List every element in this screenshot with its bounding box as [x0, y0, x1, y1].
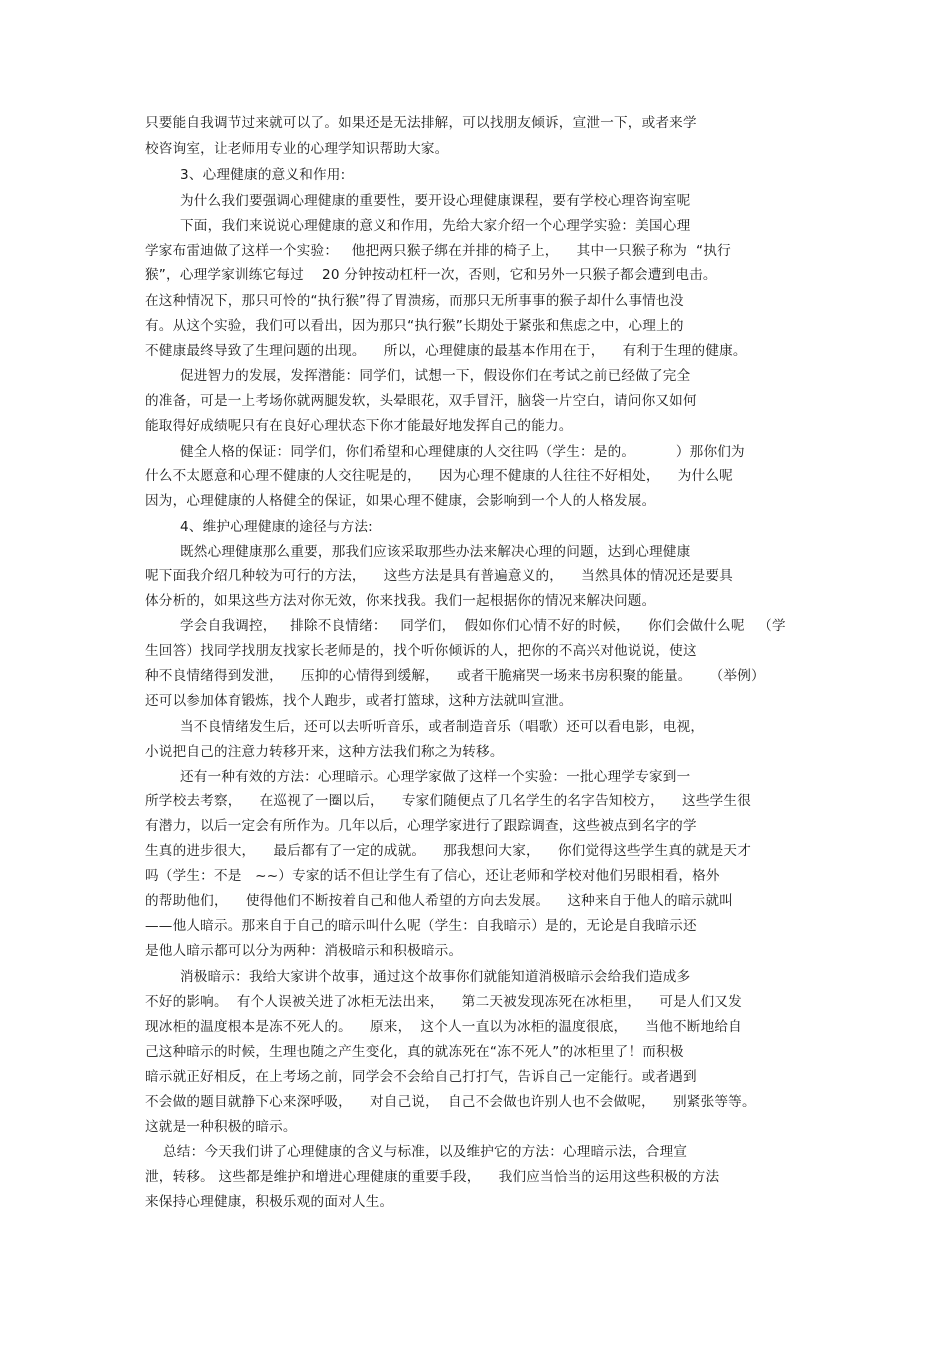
text-line: 还有一种有效的方法：心理暗示。心理学家做了这样一个实验：一批心理学专家到一 [180, 769, 691, 785]
text-line: 学会自我调控， 排除不良情绪： 同学们， 假如你们心情不好的时候， 你们会做什么呢 （学 [180, 618, 786, 634]
text-line: 小说把自己的注意力转移开来，这种方法我们称之为转移。 [145, 744, 504, 760]
text-line: 呢下面我介绍几种较为可行的方法， 这些方法是具有普遍意义的， 当然具体的情况还是要具 [145, 568, 733, 584]
text-line: 己这种暗示的时候，生理也随之产生变化，真的就冻死在“冻不死人”的冰柜里了！而积极 [145, 1044, 684, 1060]
text-line: 因为，心理健康的人格健全的保证，如果心理不健康，会影响到一个人的人格发展。 [145, 493, 656, 509]
text-line: 下面，我们来说说心理健康的意义和作用，先给大家介绍一个心理学实验：美国心理 [180, 218, 691, 234]
section-heading: 3、心理健康的意义和作用: [180, 167, 346, 183]
text-line: 的帮助他们， 使得他们不断按着自己和他人希望的方向去发展。 这种来自于他人的暗示就叫 [145, 893, 733, 909]
text-line: 什么不太愿意和心理不健康的人交往呢是的， 因为心理不健康的人往往不好相处， 为什么呢 [145, 468, 733, 484]
text-line: 促进智力的发展，发挥潜能：同学们，试想一下，假设你们在考试之前已经做了完全 [180, 368, 691, 384]
text-line: 吗（学生：不是 ~~）专家的话不但让学生有了信心，还让老师和学校对他们另眼相看，格外 [145, 868, 720, 884]
text-line: 有。从这个实验，我们可以看出，因为那只“执行猴”长期处于紧张和焦虑之中，心理上的 [145, 318, 684, 334]
section-heading: 4、维护心理健康的途径与方法: [180, 519, 373, 535]
text-line: 还可以参加体育锻炼，找个人跑步，或者打篮球，这种方法就叫宣泄。 [145, 693, 573, 709]
text-line: ——他人暗示。那来自于自己的暗示叫什么呢（学生：自我暗示）是的，无论是自我暗示还 [145, 918, 697, 934]
text-line: 生真的进步很大， 最后都有了一定的成就。 那我想问大家， 你们觉得这些学生真的就是天才 [145, 843, 751, 859]
text-line: 体分析的，如果这些方法对你无效，你来找我。我们一起根据你的情况来解决问题。 [145, 593, 656, 609]
text-line: 生回答）找同学找朋友找家长老师是的，找个听你倾诉的人，把你的不高兴对他说说，使这 [145, 643, 697, 659]
text-line: 不会做的题目就静下心来深呼吸， 对自己说， 自己不会做也许别人也不会做呢， 别紧张等等。 [145, 1094, 756, 1110]
text-line: 只要能自我调节过来就可以了。如果还是无法排解，可以找朋友倾诉，宣泄一下，或者来学 [145, 115, 697, 131]
text-line: 校咨询室，让老师用专业的心理学知识帮助大家。 [145, 141, 449, 157]
text-line: 这就是一种积极的暗示。 [145, 1119, 297, 1135]
text-line: 有潜力，以后一定会有所作为。几年以后，心理学家进行了跟踪调查，这些被点到名字的学 [145, 818, 697, 834]
text-line: 现冰柜的温度根本是冻不死人的。 原来， 这个人一直以为冰柜的温度很底， 当他不断地给自 [145, 1019, 742, 1035]
text-line: 所学校去考察， 在巡视了一圈以后， 专家们随便点了几名学生的名字告知校方， 这些学生很 [145, 793, 751, 809]
text-line: 能取得好成绩呢只有在良好心理状态下你才能最好地发挥自己的能力。 [145, 418, 573, 434]
text-line: 种不良情绪得到发泄， 压抑的心情得到缓解， 或者干脆痛哭一场来书房积聚的能量。 （举例） [145, 668, 765, 684]
text-line: 是他人暗示都可以分为两种：消极暗示和积极暗示。 [145, 943, 463, 959]
text-line: 学家布雷迪做了这样一个实验： 他把两只猴子绑在并排的椅子上， 其中一只猴子称为 “执行 [145, 243, 731, 259]
text-line: 的准备，可是一上考场你就两腿发软，头晕眼花，双手冒汗，脑袋一片空白，请问你又如何 [145, 393, 697, 409]
text-line: 不健康最终导致了生理问题的出现。 所以，心理健康的最基本作用在于， 有利于生理的健康。 [145, 343, 747, 359]
text-line: 既然心理健康那么重要，那我们应该采取那些办法来解决心理的问题，达到心理健康 [180, 544, 691, 560]
text-line: 猴”，心理学家训练它每过 20 分钟按动杠杆一次，否则，它和另外一只猴子都会遭到电击。 [145, 267, 717, 283]
text-line: 总结：今天我们讲了心理健康的含义与标准，以及维护它的方法：心理暗示法，合理宣 [163, 1144, 688, 1160]
text-line: 来保持心理健康，积极乐观的面对人生。 [145, 1194, 394, 1210]
text-line: 健全人格的保证：同学们，你们希望和心理健康的人交往吗（学生：是的。 ）那你们为 [180, 444, 745, 460]
text-line: 不好的影响。 有个人误被关进了冰柜无法出来， 第二天被发现冻死在冰柜里， 可是人们又发 [145, 994, 742, 1010]
text-line: 泄，转移。 这些都是维护和增进心理健康的重要手段， 我们应当恰当的运用这些积极的方法 [145, 1169, 720, 1185]
text-line: 为什么我们要强调心理健康的重要性，要开设心理健康课程，要有学校心理咨询室呢 [180, 193, 691, 209]
text-line: 当不良情绪发生后，还可以去听听音乐，或者制造音乐（唱歌）还可以看电影，电视， [180, 719, 705, 735]
text-line: 消极暗示：我给大家讲个故事，通过这个故事你们就能知道消极暗示会给我们造成多 [180, 969, 691, 985]
text-line: 暗示就正好相反，在上考场之前，同学会不会给自己打打气，告诉自己一定能行。或者遇到 [145, 1069, 697, 1085]
text-line: 在这种情况下，那只可怜的“执行猴”得了胃溃疡，而那只无所事事的猴子却什么事情也没 [145, 293, 684, 309]
